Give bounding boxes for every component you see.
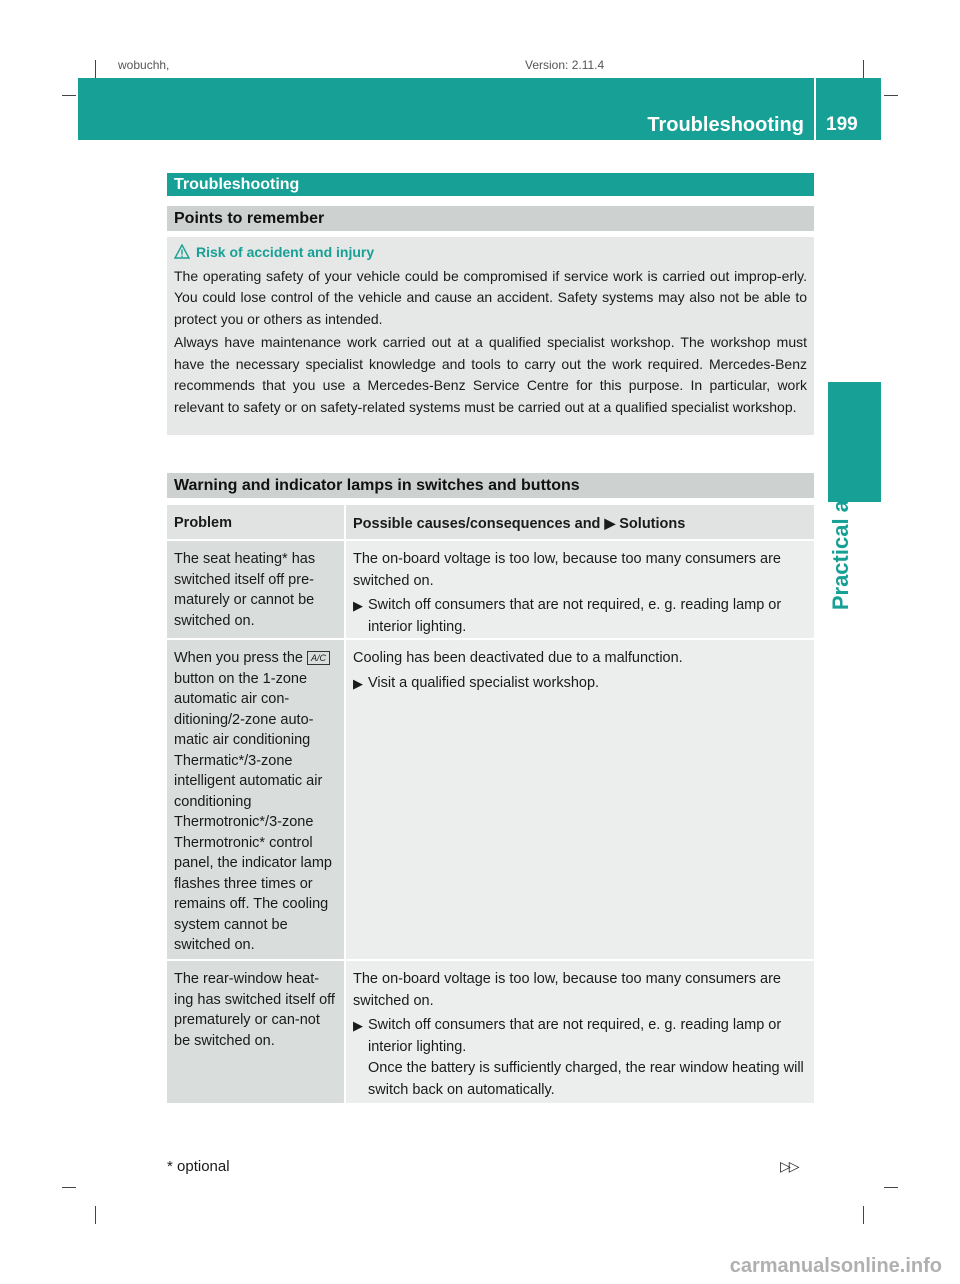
section-title: Troubleshooting [167,173,814,196]
print-meta-right: Version: 2.11.4 [525,58,605,72]
print-meta-left: wobuchh, [118,58,170,72]
row-2-problem-text-a: When you press the [174,650,303,666]
crop-mark [884,1187,898,1188]
ac-button-icon: A/C [307,651,330,665]
header-solutions-label: Solutions [619,516,686,532]
warning-title: Risk of accident and injury [196,244,375,260]
row-2-step-text: Visit a qualified specialist workshop. [368,674,600,691]
page-number: 199 [826,114,858,135]
subsection-title: Points to remember [167,206,814,231]
table-row-1-solution [346,541,814,638]
crop-mark [95,60,96,78]
row-1-problem-text: The seat heating* has switched itself off pre-maturely or cannot be switched on. [174,551,316,629]
step-arrow-icon: ▶ [353,598,363,613]
warning-paragraph-2: Always have maintenance work carried out at a qualified specialist workshop. The workshop must have the necessary specialist knowledge and tools to carry out the work required. Mercedes-Benz recommends that you use a Mercedes-Benz Service Centre for this purpose. In particular, work relevant to safety or on safety-related systems must be carried out at a qualified specialist workshop. [174,334,807,415]
chapter-label-text: Practical advice [828,443,853,611]
row-3-problem-text: The rear-window heat-ing has switched itself off prematurely or can-not be switched on. [174,971,335,1049]
step-arrow-icon: ▶ [353,1018,363,1033]
row-3-step-note: Once the battery is sufficiently charged, the rear window heating will switch back on automatically. [368,1060,804,1098]
row-3-cause: The on-board voltage is too low, because too many consumers are switched on. [353,971,781,1009]
warning-heading [174,242,807,264]
header-problem [167,505,344,539]
table-row-1-problem [167,541,344,638]
table-row-2-problem [167,640,344,959]
warning-box [167,237,814,435]
running-title: Troubleshooting [647,114,804,136]
row-2-step [353,673,807,695]
crop-mark [62,1187,76,1188]
watermark: carmanualsonline.info [729,1255,942,1277]
header-problem-label: Problem [174,515,233,531]
header-divider [814,78,816,140]
row-3-step-text: Switch off consumers that are not required, e. g. reading lamp or interior lighting. [368,1017,782,1055]
table-row-3-solution [346,961,814,1103]
row-1-cause: The on-board voltage is too low, because too many consumers are switched on. [353,551,781,589]
header-solutions [346,505,814,539]
warning-triangle-icon [174,244,190,260]
row-2-cause: Cooling has been deactivated due to a malfunction. [353,650,683,666]
footnote: * optional [167,1158,230,1175]
lamps-section-title: Warning and indicator lamps in switches and buttons [167,473,814,498]
crop-mark [884,95,898,96]
warning-paragraph-1: The operating safety of your vehicle could be compromised if service work is carried out improp-erly. You could lose control of the vehicle and cause an accident. Safety systems may also not be able to protect you or others as intended. [174,267,807,327]
row-1-step-text: Switch off consumers that are not required, e. g. reading lamp or interior lighting. [368,597,782,635]
crop-mark [95,1206,96,1224]
troubleshooting-table [167,505,814,1105]
continue-icon: ▷▷ [780,1158,798,1174]
table-row-2-solution [346,640,814,959]
crop-mark [62,95,76,96]
crop-mark [863,60,864,78]
step-arrow-icon: ▶ [353,675,363,691]
row-3-step [353,1015,807,1101]
row-2-problem-text-b: button on the 1-zone automatic air con-ditioning/2-zone auto-matic air conditioning Thermatic*/3-zone intelligent automatic air conditioning Thermotronic*/3-zone Thermotronic* control panel, the indicator lamp flashes three times or remains off. The cooling system cannot be switched on. [174,670,332,953]
header-causes-label: Possible causes/consequences and [353,516,601,532]
chapter-label [828,443,854,611]
table-row-3-problem [167,961,344,1103]
row-1-step [353,595,807,638]
arrow-icon: ▶ [604,515,616,531]
crop-mark [863,1206,864,1224]
